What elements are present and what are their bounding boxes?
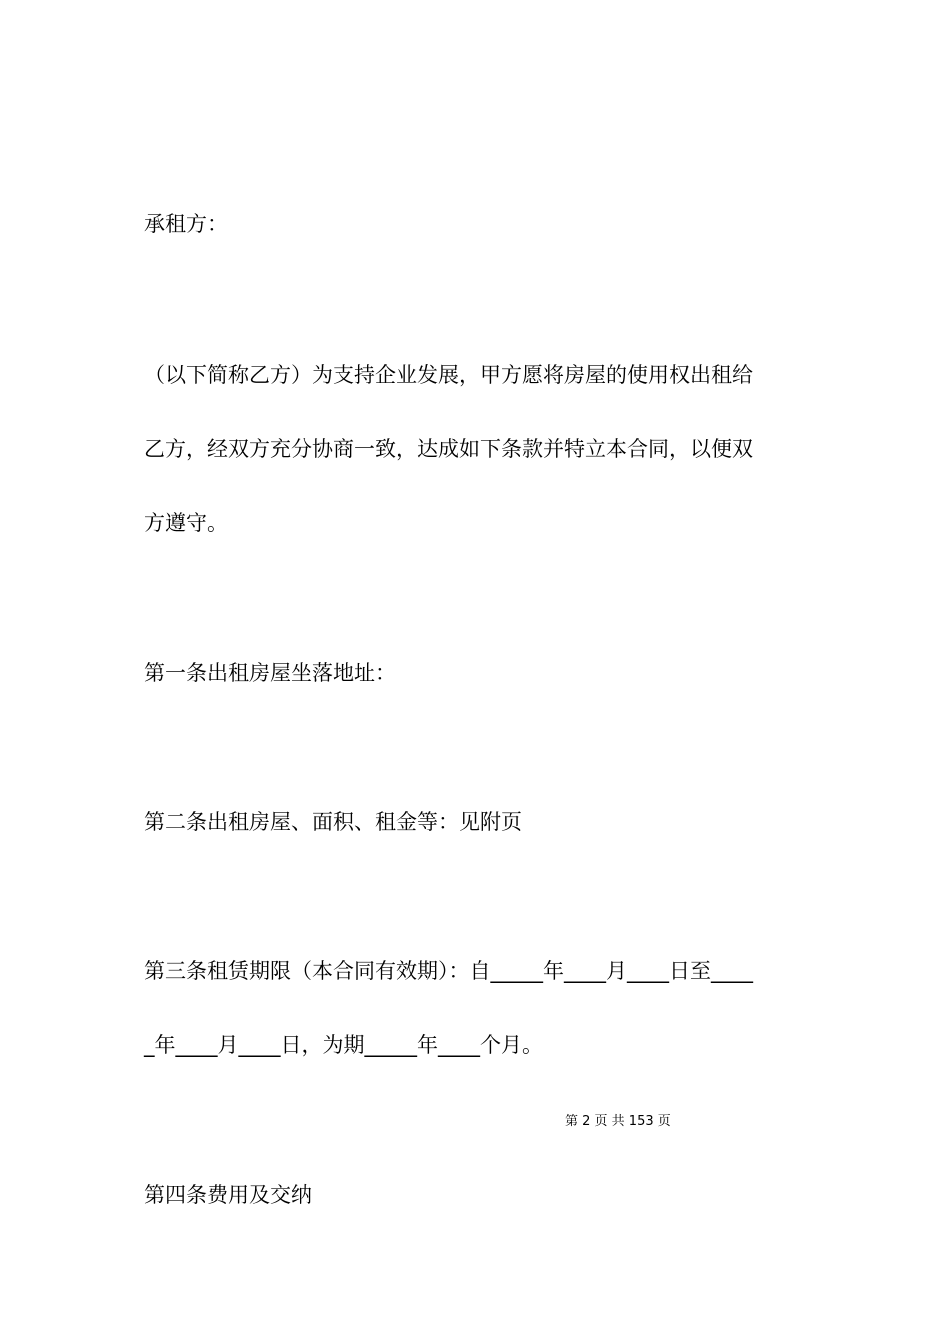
lessee-label: 承租方： (144, 212, 228, 236)
article-2: 第二条出租房屋、面积、租金等：见附页 (144, 810, 522, 834)
page-footer: 第 2 页 共 153 页 (565, 1114, 671, 1129)
article-1: 第一条出租房屋坐落地址： (144, 661, 396, 685)
article-3-line-2: _年____月____日，为期_____年____个月。 (144, 1033, 543, 1057)
intro-line-2: 乙方，经双方充分协商一致，达成如下条款并特立本合同，以便双 (144, 437, 753, 461)
intro-line-1: （以下简称乙方）为支持企业发展，甲方愿将房屋的使用权出租给 (144, 363, 753, 387)
article-4: 第四条费用及交纳 (144, 1183, 312, 1207)
intro-line-3: 方遵守。 (144, 511, 228, 535)
article-3-line-1: 第三条租赁期限（本合同有效期）：自_____年____月____日至____ (144, 959, 753, 983)
